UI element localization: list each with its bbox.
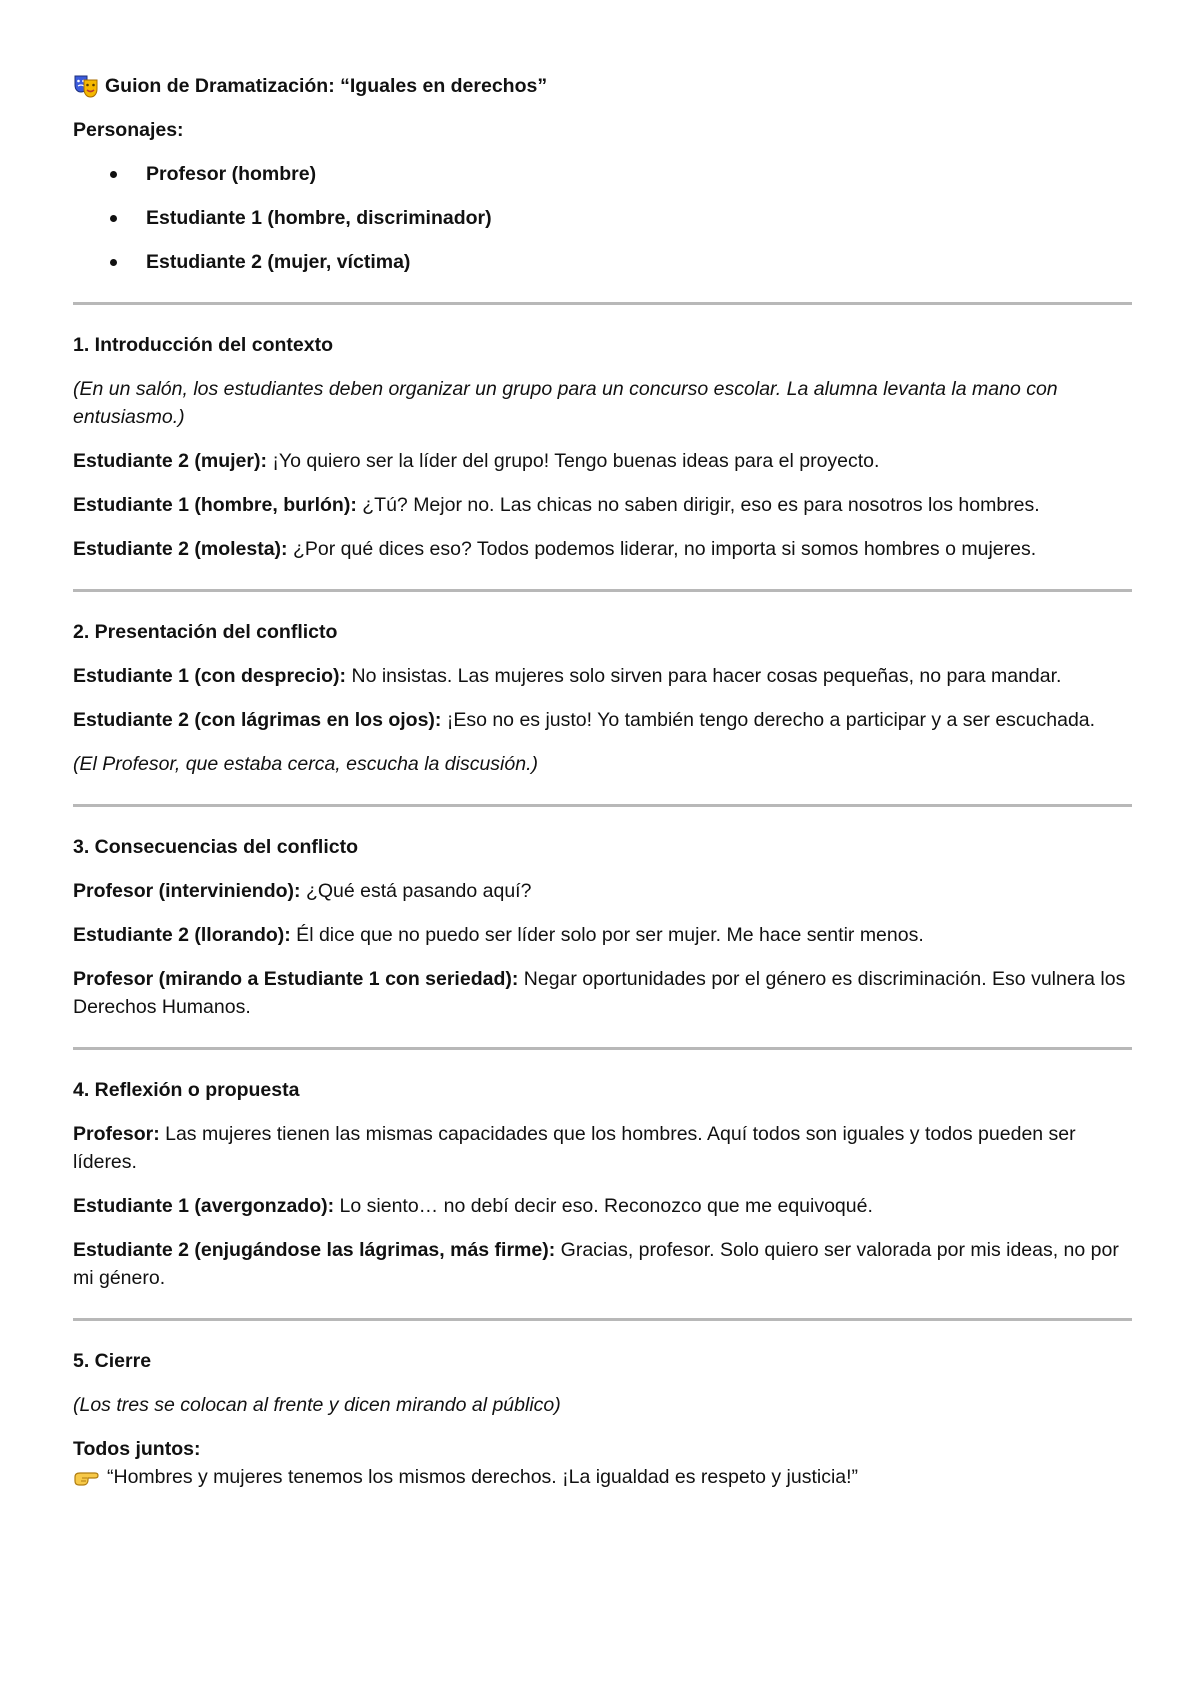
- stage-direction: (Los tres se colocan al frente y dicen mirando al público): [73, 1394, 561, 1416]
- dialogue-line: [73, 921, 1132, 949]
- section-divider: [73, 302, 1132, 305]
- dialogue-text: ¿Tú? Mejor no. Las chicas no saben dirigir, eso es para nosotros los hombres.: [356, 494, 1040, 516]
- speaker-label: Profesor:: [73, 1123, 160, 1145]
- speaker-label: Profesor (mirando a Estudiante 1 con seriedad):: [73, 968, 519, 990]
- speaker-label: Estudiante 1 (con desprecio):: [73, 665, 347, 687]
- section-heading: 2. Presentación del conflicto: [73, 621, 338, 643]
- dialogue-line: [73, 662, 1132, 690]
- document-title: Guion de Dramatización: “Iguales en derechos”: [105, 75, 548, 97]
- speaker-label: Estudiante 2 (mujer):: [73, 450, 267, 472]
- closing-speaker: Todos juntos:: [73, 1438, 201, 1460]
- section-divider: [73, 1318, 1132, 1321]
- document-title-line: [73, 72, 1132, 100]
- character-item: Estudiante 2 (mujer, víctima): [146, 248, 1132, 276]
- dialogue-text: ¿Por qué dices eso? Todos podemos liderar, no importa si somos hombres o mujeres.: [287, 538, 1037, 560]
- stage-direction: (El Profesor, que estaba cerca, escucha la discusión.): [73, 753, 538, 775]
- dialogue-line: [73, 1192, 1132, 1220]
- section-heading: 1. Introducción del contexto: [73, 334, 334, 356]
- dialogue-text: Las mujeres tienen las mismas capacidades que los hombres. Aquí todos son iguales y todos pueden ser líderes.: [73, 1123, 1076, 1173]
- dialogue-text: ¡Eso no es justo! Yo también tengo derecho a participar y a ser escuchada.: [441, 709, 1096, 731]
- dialogue-text: Gracias, profesor. Solo quiero ser valorada por mis ideas, no por mi género.: [73, 1239, 1119, 1289]
- dialogue-text: ¿Qué está pasando aquí?: [300, 880, 532, 902]
- section-divider: [73, 1047, 1132, 1050]
- speaker-label: Estudiante 1 (hombre, burlón):: [73, 494, 357, 516]
- characters-list: [73, 160, 1132, 276]
- dialogue-line: [73, 1236, 1132, 1292]
- characters-label: Personajes:: [73, 119, 184, 141]
- section-heading: 3. Consecuencias del conflicto: [73, 836, 358, 858]
- closing-line: [73, 1463, 1132, 1491]
- stage-direction: (En un salón, los estudiantes deben organizar un grupo para un concurso escolar. La alumna levanta la mano con entusiasmo.): [73, 378, 1058, 428]
- dialogue-text: No insistas. Las mujeres solo sirven para hacer cosas pequeñas, no para mandar.: [346, 665, 1062, 687]
- speaker-label: Estudiante 2 (molesta):: [73, 538, 288, 560]
- speaker-label: Estudiante 2 (con lágrimas en los ojos):: [73, 709, 442, 731]
- section-heading: 5. Cierre: [73, 1350, 152, 1372]
- dialogue-line: [73, 1120, 1132, 1176]
- dialogue-text: ¡Yo quiero ser la líder del grupo! Tengo buenas ideas para el proyecto.: [266, 450, 880, 472]
- dialogue-text: Negar oportunidades por el género es discriminación. Eso vulnera los Derechos Humanos.: [73, 968, 1126, 1018]
- dialogue-line: [73, 535, 1132, 563]
- closing-text: “Hombres y mujeres tenemos los mismos derechos. ¡La igualdad es respeto y justicia!”: [107, 1466, 859, 1488]
- section-heading: 4. Reflexión o propuesta: [73, 1079, 300, 1101]
- speaker-label: Estudiante 2 (llorando):: [73, 924, 291, 946]
- speaker-label: Estudiante 1 (avergonzado):: [73, 1195, 335, 1217]
- dialogue-line: [73, 877, 1132, 905]
- speaker-label: Estudiante 2 (enjugándose las lágrimas, más firme):: [73, 1239, 556, 1261]
- section-divider: [73, 804, 1132, 807]
- dialogue-line: [73, 491, 1132, 519]
- dialogue-text: Él dice que no puedo ser líder solo por ser mujer. Me hace sentir menos.: [290, 924, 924, 946]
- dialogue-line: [73, 447, 1132, 475]
- pointing-hand-icon: [73, 1467, 99, 1487]
- character-item: Estudiante 1 (hombre, discriminador): [146, 204, 1132, 232]
- dialogue-text: Lo siento… no debí decir eso. Reconozco que me equivoqué.: [334, 1195, 873, 1217]
- speaker-label: Profesor (interviniendo):: [73, 880, 301, 902]
- dialogue-line: [73, 706, 1132, 734]
- section-divider: [73, 589, 1132, 592]
- theater-masks-icon: [73, 73, 99, 99]
- character-item: Profesor (hombre): [146, 160, 1132, 188]
- dialogue-line: [73, 965, 1132, 1021]
